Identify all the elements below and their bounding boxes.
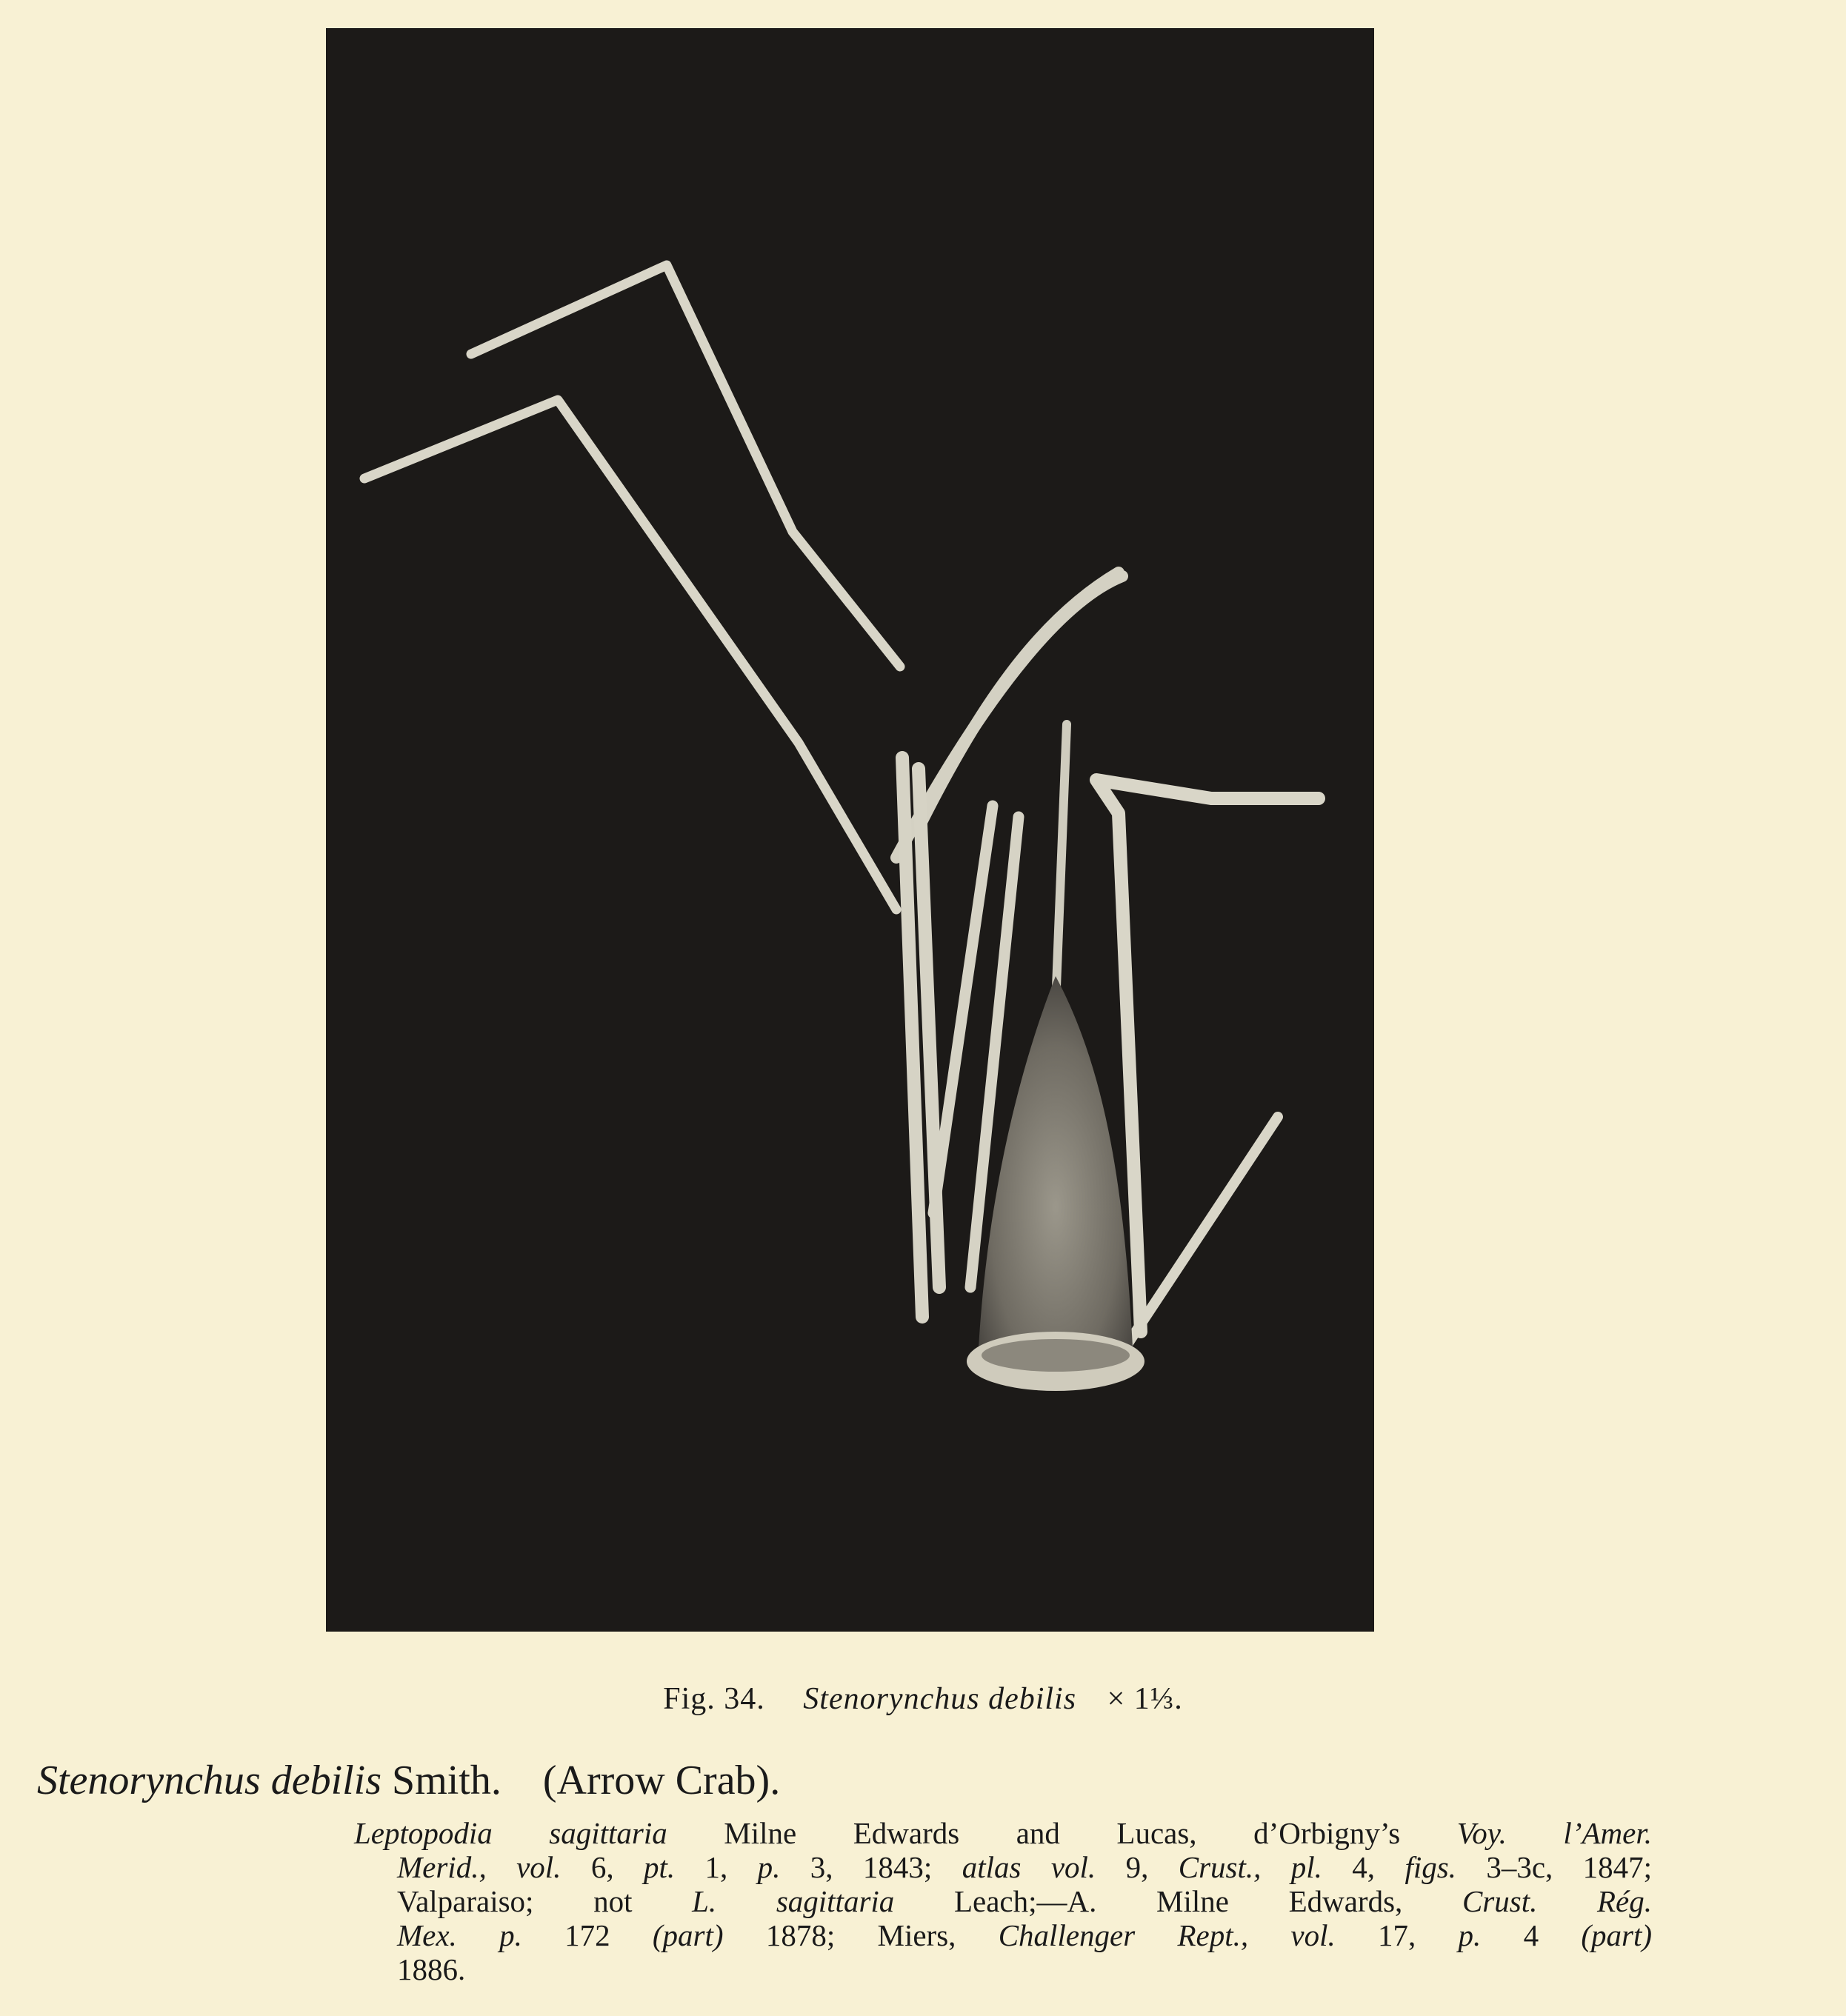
species-heading <box>37 1757 780 1804</box>
cite-text: 4, <box>1322 1850 1405 1884</box>
cite-text: Mex. p. <box>397 1918 522 1952</box>
cite-text: atlas vol. <box>962 1850 1096 1884</box>
cite-text: Challenger Rept., vol. <box>998 1918 1336 1952</box>
synonymy-citation <box>354 1816 1652 1986</box>
cite-text: 1886. <box>397 1952 466 1986</box>
cite-text: 172 <box>522 1918 653 1952</box>
cite-text: Voy. l’Amer. <box>1456 1816 1652 1850</box>
citation-line-3 <box>354 1884 1652 1918</box>
figure-species: Stenorynchus debilis <box>803 1682 1077 1716</box>
heading-species: Stenorynchus debilis <box>37 1758 382 1803</box>
cite-text: 4 <box>1481 1918 1582 1952</box>
cite-text: Merid., vol. <box>397 1850 562 1884</box>
cite-text: 9, <box>1096 1850 1179 1884</box>
citation-line-1 <box>354 1816 1652 1850</box>
cite-text: 17, <box>1335 1918 1459 1952</box>
figure-label: Fig. 34. <box>663 1682 765 1716</box>
figure-caption <box>0 1681 1846 1717</box>
cite-text: Crust. Rég. <box>1462 1884 1652 1918</box>
arrow-crab-photograph <box>326 28 1374 1632</box>
cite-text: figs. <box>1405 1850 1456 1884</box>
heading-common-name: (Arrow Crab). <box>542 1758 781 1803</box>
cite-text: Milne Edwards and Lucas, d’Orbigny’s <box>667 1816 1457 1850</box>
cite-text: p. <box>1458 1918 1482 1952</box>
heading-author: Smith. <box>392 1758 502 1803</box>
cite-text: 1, <box>675 1850 758 1884</box>
cite-text: pt. <box>643 1850 676 1884</box>
cite-text: Crust., pl. <box>1178 1850 1322 1884</box>
citation-line-5 <box>354 1952 1652 1986</box>
cite-text: p. <box>757 1850 781 1884</box>
cite-text: (part) <box>652 1918 724 1952</box>
cite-text: 3, 1843; <box>780 1850 962 1884</box>
figure-plate <box>326 28 1374 1632</box>
cite-text: Valparaiso; not <box>397 1884 693 1918</box>
cite-text: Leach;—A. Milne Edwards, <box>894 1884 1462 1918</box>
cite-text: 1878; Miers, <box>723 1918 999 1952</box>
cite-text: 3–3c, 1847; <box>1456 1850 1653 1884</box>
cite-text: Leptopodia sagittaria <box>354 1816 667 1850</box>
cite-text: L. sagittaria <box>692 1884 895 1918</box>
figure-magnification: × 1⅓. <box>1107 1682 1183 1716</box>
cite-text: (part) <box>1581 1918 1652 1952</box>
citation-line-4 <box>354 1918 1652 1952</box>
citation-line-2 <box>354 1850 1652 1884</box>
cite-text: 6, <box>561 1850 644 1884</box>
